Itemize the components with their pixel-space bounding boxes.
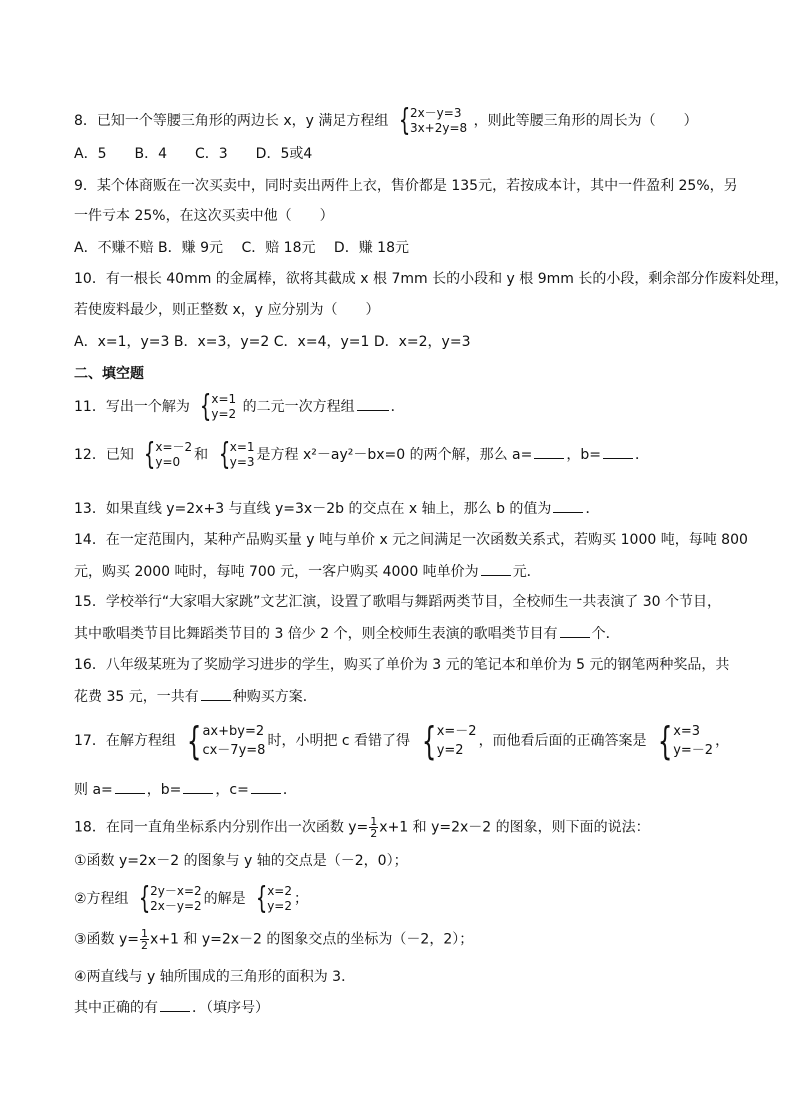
q12-system-1: [140, 437, 193, 472]
q8-equation-system: [395, 103, 468, 138]
answer-blank-a: [534, 445, 564, 459]
q18-s2-mid: 的解是: [203, 891, 246, 907]
q18-suffix: x+1 和 y=2x－2 的图象，则下面的说法：: [379, 819, 650, 836]
brace-icon: {: [255, 881, 268, 916]
q18-statement-3: [74, 928, 473, 951]
q18-statement-1: ①函数 y=2x－2 的图象与 y 轴的交点是（－2，0）；: [74, 853, 408, 869]
q17-b-label: ，b=: [146, 782, 182, 798]
q18-s2-prefix: ②方程组: [74, 891, 129, 907]
q9-line-2: 一件亏本 25%，在这次买卖中他（ ）: [74, 208, 334, 224]
q8-options: A．5 B．4 C．3 D．5或4: [74, 146, 313, 162]
q12-s1-eq-1: x=－2: [155, 440, 193, 454]
q12-mid: 是方程 x²－ay²－bx=0 的两个解，那么 a=: [256, 447, 533, 463]
q11-eq-2: y=2: [211, 407, 237, 421]
q15-line-2: [74, 624, 620, 643]
q17-c-label: ，c=: [215, 782, 249, 798]
q11-prefix: 11．写出一个解为: [74, 399, 190, 415]
answer-blank-a: [115, 780, 145, 794]
q18-statement-2: [74, 881, 308, 916]
q17-a-label: 则 a=: [74, 782, 113, 798]
answer-blank: [160, 998, 190, 1012]
brace-icon: {: [144, 437, 156, 472]
answer-blank-c: [251, 780, 281, 794]
q17-s2-eq-1: x=－2: [436, 724, 477, 739]
fraction-numerator: 1: [141, 927, 149, 940]
q11-suffix: 的二元一次方程组: [242, 399, 355, 415]
brace-icon: {: [187, 719, 202, 763]
q18-statement-4: ④两直线与 y 轴所围成的三角形的面积为 3．: [74, 969, 356, 985]
q17-mid-1: 时，小明把 c 看错了得: [267, 733, 411, 749]
brace-icon: {: [218, 437, 230, 472]
answer-blank-b: [603, 445, 633, 459]
q9-line-1: 9．某个体商贩在一次买卖中，同时卖出两件上衣，售价都是 135元，若按成本计，其中一件盈利 25%，另: [74, 178, 738, 194]
q15-end: 个．: [591, 626, 620, 642]
q17-prefix: 17．在解方程组: [74, 733, 176, 749]
q12-and: 和: [194, 447, 209, 463]
q18-final-text: 其中正确的有: [74, 1000, 158, 1016]
q10-line-2: 若使废料最少，则正整数 x，y 应分别为（ ）: [74, 302, 380, 318]
q17-system-3: [653, 719, 714, 763]
q17-s1-eq-2: cx－7y=8: [202, 743, 266, 758]
q17-system-2: [417, 719, 477, 763]
q12-system-2: [215, 437, 255, 472]
q12-end: ．: [634, 447, 649, 463]
fraction-one-half: [369, 816, 378, 839]
q12-s2-eq-2: y=3: [229, 455, 255, 469]
q9-options: A．不赚不赔 B．赚 9元 C．赔 18元 D．赚 18元: [74, 240, 409, 256]
q8-eq-1: 2x－y=3: [409, 106, 462, 120]
question-12: [74, 437, 649, 472]
q10-line-1: 10．有一根长 40mm 的金属棒，欲将其截成 x 根 7mm 长的小段和 y 根 9mm 长的小段，剩余部分作废料处理，: [74, 271, 789, 287]
fraction-numerator: 1: [370, 815, 378, 828]
section-title-fill-in: 二、填空题: [74, 366, 144, 382]
q11-eq-1: x=1: [211, 392, 237, 406]
q10-options: A．x=1，y=3 B．x=3，y=2 C．x=4，y=1 D．x=2，y=3: [74, 334, 471, 350]
question-11: [74, 389, 405, 424]
q12-s2-eq-1: x=1: [229, 440, 255, 454]
q14-line-2: [74, 562, 541, 581]
q15-line-1: 15．学校举行“大家唱大家跳”文艺汇演，设置了歌唱与舞蹈两类节目，全校师生一共表演了 30 个节目，: [74, 594, 722, 610]
q17-line-2: [74, 780, 297, 799]
q18-s2-sol-2: y=2: [267, 899, 292, 913]
q12-prefix: 12．已知: [74, 447, 134, 463]
q16-line-1: 16．八年级某班为了奖励学习进步的学生，购买了单价为 3 元的笔记本和单价为 5 元的钢笔两种奖品，共: [74, 657, 730, 673]
q16-line-2-text: 花费 35 元，一共有: [74, 689, 199, 705]
q14-end: 元．: [512, 564, 541, 580]
question-17: [74, 719, 730, 763]
fraction-one-half: [140, 928, 149, 951]
q18-final-end: ．（填序号）: [192, 1000, 269, 1016]
q13-text: 13．如果直线 y=2x+3 与直线 y=3x－2b 的交点在 x 轴上，那么 b 的值为: [74, 501, 552, 517]
q18-s2-end: ；: [293, 891, 308, 907]
q13-end: ．: [585, 501, 600, 517]
answer-blank: [201, 687, 231, 701]
answer-blank: [560, 624, 590, 638]
fraction-denominator: 2: [141, 939, 149, 952]
q17-s3-eq-2: y=－2: [673, 743, 714, 758]
q17-line-2-end: ．: [282, 782, 297, 798]
q17-s2-eq-2: y=2: [436, 743, 464, 758]
fraction-denominator: 2: [370, 827, 378, 840]
q8-suffix: ，则此等腰三角形的周长为（ ）: [473, 113, 698, 129]
q16-line-2: [74, 687, 317, 706]
q17-s3-eq-1: x=3: [673, 724, 701, 739]
brace-icon: {: [200, 389, 212, 424]
q18-s2-sol-1: x=2: [267, 884, 292, 898]
q11-end: ．: [390, 399, 405, 415]
answer-blank: [357, 397, 389, 411]
answer-blank: [553, 499, 583, 513]
q18-s3-prefix: ③函数 y=: [74, 931, 140, 948]
q14-line-1: 14．在一定范围内，某种产品购买量 y 吨与单价 x 元之间满足一次函数关系式，若购买 1000 吨，每吨 800: [74, 532, 748, 548]
q18-prefix: 18．在同一直角坐标系内分别作出一次函数 y=: [74, 819, 369, 836]
q18-final: [74, 998, 269, 1017]
brace-icon: {: [138, 881, 151, 916]
q17-system-1: [182, 719, 266, 763]
q17-end: ，: [715, 733, 730, 749]
q17-s1-eq-1: ax+by=2: [202, 724, 265, 739]
question-18: [74, 816, 650, 839]
answer-blank-b: [183, 780, 213, 794]
q8-prefix: 8．已知一个等腰三角形的两边长 x，y 满足方程组: [74, 113, 389, 129]
question-13: [74, 499, 599, 518]
brace-icon: {: [421, 719, 436, 763]
q18-s2-eq-2: 2x－y=2: [150, 899, 202, 913]
answer-blank: [481, 562, 511, 576]
q18-s2-solution: [252, 881, 292, 916]
q15-line-2-text: 其中歌唱类节目比舞蹈类节目的 3 倍少 2 个，则全校师生表演的歌唱类节目有: [74, 626, 558, 642]
q18-s3-suffix: x+1 和 y=2x－2 的图象交点的坐标为（－2，2）；: [150, 931, 474, 948]
q12-s1-eq-2: y=0: [155, 455, 181, 469]
q8-eq-2: 3x+2y=8: [409, 121, 468, 135]
q16-end: 种购买方案．: [232, 689, 317, 705]
brace-icon: {: [657, 719, 673, 763]
q12-b: ，b=: [566, 447, 601, 463]
brace-icon: {: [398, 103, 411, 138]
q18-s2-system: [135, 881, 202, 916]
q11-equation-system: [196, 389, 237, 424]
q18-s2-eq-1: 2y－x=2: [150, 884, 202, 898]
q14-line-2-text: 元，购买 2000 吨时，每吨 700 元，一客户购买 4000 吨单价为: [74, 564, 479, 580]
question-8: [74, 103, 698, 138]
q17-mid-2: ，而他看后面的正确答案是: [478, 733, 647, 749]
